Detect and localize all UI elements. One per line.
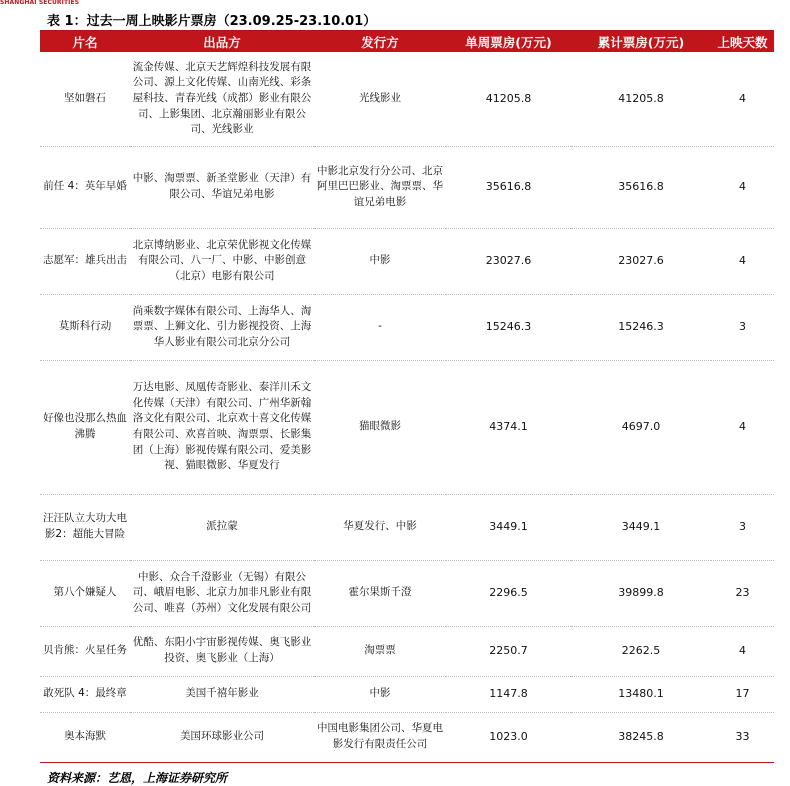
cell-weekly: 1023.0 bbox=[446, 712, 571, 762]
cell-producer: 派拉蒙 bbox=[130, 494, 314, 560]
cell-weekly: 15246.3 bbox=[446, 294, 571, 360]
table-row bbox=[40, 228, 774, 294]
cell-producer: 美国环球影业公司 bbox=[130, 712, 314, 762]
table-row bbox=[40, 360, 774, 494]
col-header-film: 片名 bbox=[40, 31, 130, 53]
cell-days: 23 bbox=[711, 560, 774, 626]
cell-cumulative: 23027.6 bbox=[571, 228, 711, 294]
cell-cumulative: 15246.3 bbox=[571, 294, 711, 360]
cell-producer: 中影、众合千澄影业（无锡）有限公司、峨眉电影、北京力加非凡影业有限公司、唯喜（苏州）文化发展有限公司 bbox=[130, 560, 314, 626]
table-row bbox=[40, 494, 774, 560]
cell-producer: 北京博纳影业、北京荣优影视文化传媒有限公司、八一厂、中影、中影创意（北京）电影有限公司 bbox=[130, 228, 314, 294]
table-header-row bbox=[40, 31, 774, 53]
col-header-distributor: 发行方 bbox=[314, 31, 446, 53]
table-row bbox=[40, 712, 774, 762]
cell-producer: 万达电影、凤凰传奇影业、泰洋川禾文化传媒（天津）有限公司、广州华新翰洛文化有限公司、北京欢十喜文化传媒有限公司、欢喜首映、淘票票、长影集团（上海）影视传媒有限公司、爱美影视、猫眼微影、华夏发行 bbox=[130, 360, 314, 494]
table-row bbox=[40, 52, 774, 146]
cell-days: 4 bbox=[711, 146, 774, 228]
col-header-days: 上映天数 bbox=[711, 31, 774, 53]
cell-weekly: 2250.7 bbox=[446, 626, 571, 676]
cell-film: 敢死队 4：最终章 bbox=[40, 676, 130, 712]
cell-film: 坚如磐石 bbox=[40, 52, 130, 146]
cell-weekly: 41205.8 bbox=[446, 52, 571, 146]
cell-weekly: 4374.1 bbox=[446, 360, 571, 494]
cell-producer: 流金传媒、北京天艺辉煌科技发展有限公司、源上文化传媒、山南光线、彩条屋科技、青春光线（成都）影业有限公司、上影集团、北京瀚丽影业有限公司、光线影业 bbox=[130, 52, 314, 146]
cell-distributor: - bbox=[314, 294, 446, 360]
cell-weekly: 3449.1 bbox=[446, 494, 571, 560]
cell-weekly: 23027.6 bbox=[446, 228, 571, 294]
source-note: 资料来源：艺恩，上海证券研究所 bbox=[47, 771, 228, 785]
col-header-producer: 出品方 bbox=[130, 31, 314, 53]
table-title: 表 1：过去一周上映影片票房（23.09.25-23.10.01） bbox=[47, 14, 377, 29]
cell-days: 3 bbox=[711, 294, 774, 360]
cell-days: 4 bbox=[711, 52, 774, 146]
cell-days: 4 bbox=[711, 360, 774, 494]
cell-cumulative: 13480.1 bbox=[571, 676, 711, 712]
cell-weekly: 2296.5 bbox=[446, 560, 571, 626]
cell-producer: 美国千禧年影业 bbox=[130, 676, 314, 712]
table-row bbox=[40, 676, 774, 712]
cell-days: 4 bbox=[711, 228, 774, 294]
cell-cumulative: 35616.8 bbox=[571, 146, 711, 228]
cell-distributor: 霍尔果斯千澄 bbox=[314, 560, 446, 626]
cell-film: 汪汪队立大功大电影2：超能大冒险 bbox=[40, 494, 130, 560]
cell-cumulative: 38245.8 bbox=[571, 712, 711, 762]
box-office-table bbox=[40, 30, 774, 763]
cell-producer: 中影、淘票票、新圣堂影业（天津）有限公司、华谊兄弟电影 bbox=[130, 146, 314, 228]
cell-distributor: 中影 bbox=[314, 676, 446, 712]
col-header-cumulative: 累计票房(万元) bbox=[571, 31, 711, 53]
cell-distributor: 华夏发行、中影 bbox=[314, 494, 446, 560]
cell-producer: 优酷、东阳小宇宙影视传媒、奥飞影业投资、奥飞影业（上海） bbox=[130, 626, 314, 676]
cell-cumulative: 4697.0 bbox=[571, 360, 711, 494]
cell-days: 4 bbox=[711, 626, 774, 676]
brand-logo-text: SHANGHAI SECURITIES bbox=[0, 0, 80, 6]
cell-film: 第八个嫌疑人 bbox=[40, 560, 130, 626]
cell-distributor: 中国电影集团公司、华夏电影发行有限责任公司 bbox=[314, 712, 446, 762]
cell-cumulative: 3449.1 bbox=[571, 494, 711, 560]
cell-distributor: 淘票票 bbox=[314, 626, 446, 676]
cell-film: 奥本海默 bbox=[40, 712, 130, 762]
table-row bbox=[40, 626, 774, 676]
cell-distributor: 中影北京发行分公司、北京阿里巴巴影业、淘票票、华谊兄弟电影 bbox=[314, 146, 446, 228]
cell-weekly: 1147.8 bbox=[446, 676, 571, 712]
cell-producer: 尚乘数字媒体有限公司、上海华人、淘票票、上狮文化、引力影视投资、上海华人影业有限公司北京分公司 bbox=[130, 294, 314, 360]
cell-cumulative: 41205.8 bbox=[571, 52, 711, 146]
cell-film: 前任 4：英年早婚 bbox=[40, 146, 130, 228]
cell-days: 3 bbox=[711, 494, 774, 560]
cell-film: 贝肯熊：火星任务 bbox=[40, 626, 130, 676]
cell-days: 33 bbox=[711, 712, 774, 762]
cell-film: 志愿军：雄兵出击 bbox=[40, 228, 130, 294]
cell-cumulative: 39899.8 bbox=[571, 560, 711, 626]
table-row bbox=[40, 294, 774, 360]
cell-weekly: 35616.8 bbox=[446, 146, 571, 228]
table-row bbox=[40, 146, 774, 228]
col-header-weekly: 单周票房(万元) bbox=[446, 31, 571, 53]
table-row bbox=[40, 560, 774, 626]
cell-distributor: 中影 bbox=[314, 228, 446, 294]
cell-days: 17 bbox=[711, 676, 774, 712]
cell-film: 莫斯科行动 bbox=[40, 294, 130, 360]
cell-distributor: 光线影业 bbox=[314, 52, 446, 146]
cell-film: 好像也没那么热血沸腾 bbox=[40, 360, 130, 494]
cell-distributor: 猫眼微影 bbox=[314, 360, 446, 494]
cell-cumulative: 2262.5 bbox=[571, 626, 711, 676]
